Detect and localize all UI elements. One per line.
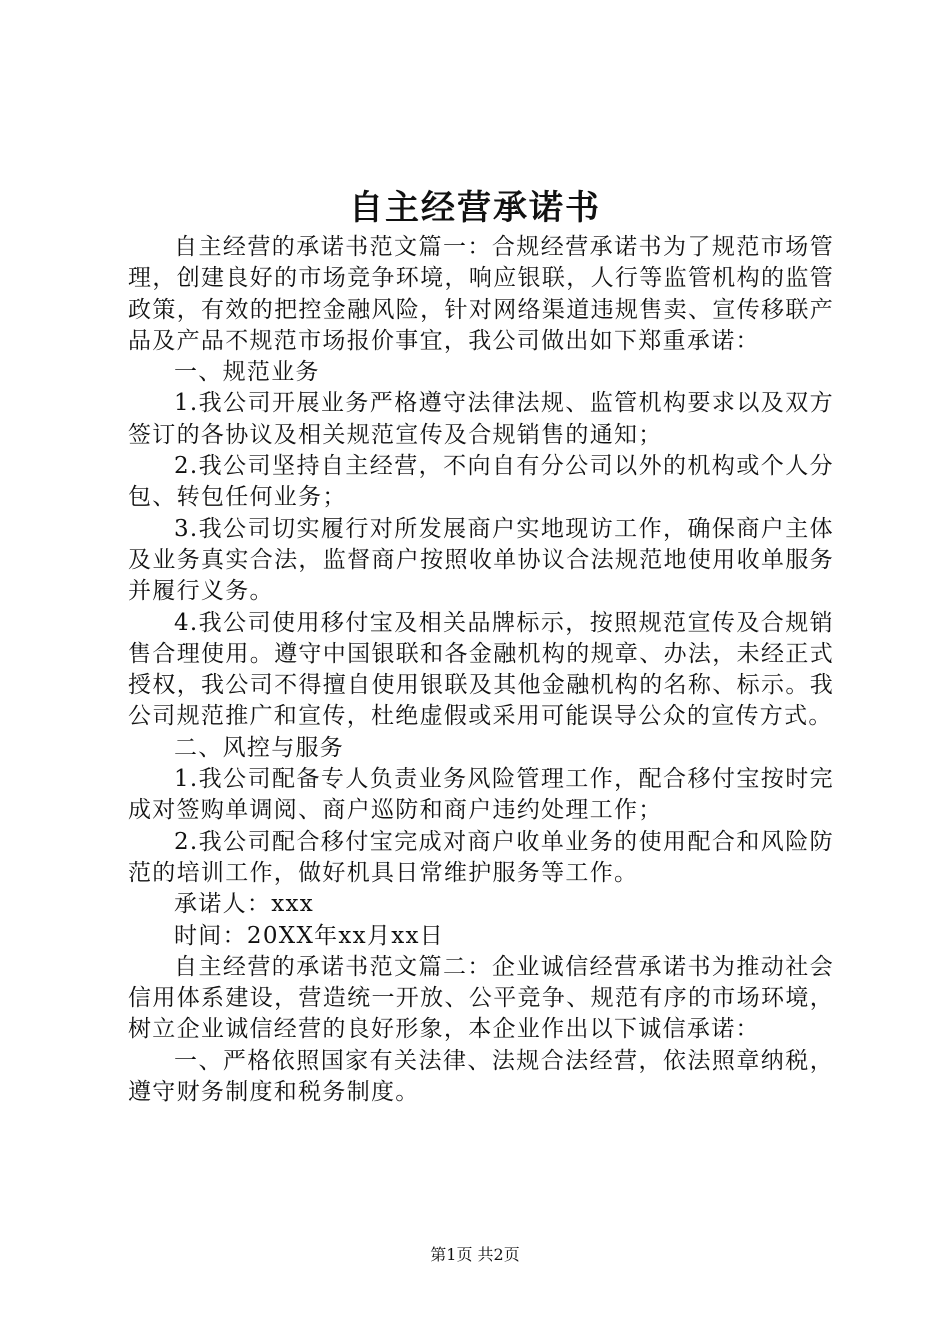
clause-2-2: 2.我公司配合移付宝完成对商户收单业务的使用配合和风险防范的培训工作，做好机具日常维护服务等工作。 — [128, 828, 834, 886]
clause-2-1: 1.我公司配备专人负责业务风险管理工作，配合移付宝按时完成对签购单调阅、商户巡防和商户违约处理工作； — [128, 766, 834, 824]
clause-1-4: 4.我公司使用移付宝及相关品牌标示，按照规范宣传及合规销售合理使用。遵守中国银联和各金融机构的规章、办法，未经正式授权，我公司不得擅自使用银联及其他金融机构的名称、标示。我公司规范推广和宣传，杜绝虚假或采用可能误导公众的宣传方式。 — [128, 609, 834, 730]
signatory-line: 承诺人：xxx — [174, 891, 315, 918]
section-heading-1: 一、规范业务 — [174, 359, 320, 386]
page-indicator: 第1页 共2页 — [430, 1245, 520, 1264]
document-title: 自主经营承诺书 — [349, 188, 601, 228]
section-heading-2: 二、风控与服务 — [174, 734, 345, 761]
paragraph-intro-1: 自主经营的承诺书范文篇一：合规经营承诺书为了规范市场管理，创建良好的市场竞争环境，响应银联，人行等监管机构的监管政策，有效的把控金融风险，针对网络渠道违规售卖、宣传移联产品及产品不规范市场报价事宜，我公司做出如下郑重承诺： — [128, 234, 834, 354]
paragraph-intro-2: 自主经营的承诺书范文篇二：企业诚信经营承诺书为推动社会信用体系建设，营造统一开放、公平竞争、规范有序的市场环境，树立企业诚信经营的良好形象，本企业作出以下诚信承诺： — [128, 953, 834, 1043]
clause-1-2: 2.我公司坚持自主经营，不向自有分公司以外的机构或个人分包、转包任何业务； — [128, 453, 834, 511]
clause-b-1: 一、严格依照国家有关法律、法规合法经营，依法照章纳税，遵守财务制度和税务制度。 — [128, 1047, 834, 1106]
document-body — [128, 232, 834, 1108]
clause-1-1: 1.我公司开展业务严格遵守法律法规、监管机构要求以及双方签订的各协议及相关规范宣传及合规销售的通知； — [128, 390, 834, 448]
date-line: 时间：20XX年xx月xx日 — [174, 922, 445, 949]
clause-1-3: 3.我公司切实履行对所发展商户实地现访工作，确保商户主体及业务真实合法，监督商户按照收单协议合法规范地使用收单服务并履行义务。 — [128, 515, 834, 605]
